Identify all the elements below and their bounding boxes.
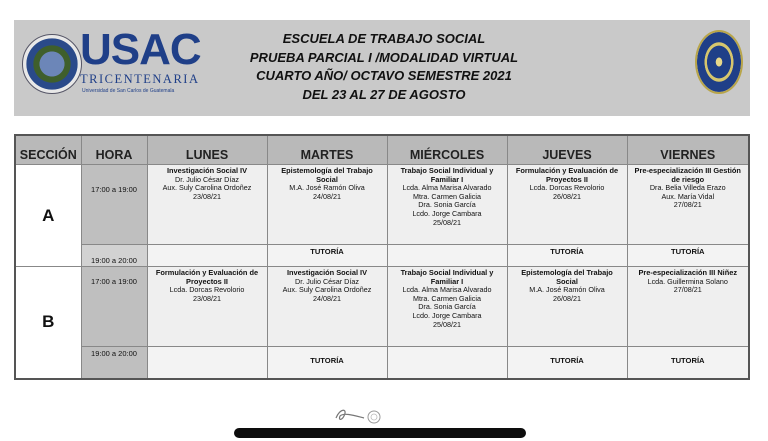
table-row bbox=[15, 347, 749, 379]
title-line: PRUEBA PARCIAL I /MODALIDAD VIRTUAL bbox=[249, 49, 519, 65]
course-line: Mtra. Carmen Galicia bbox=[413, 293, 481, 303]
course-title: Epistemología del Trabajo Social bbox=[521, 268, 613, 286]
course-line: Lcdo. Jorge Cambara bbox=[412, 310, 482, 320]
tutoria-label: TUTORÍA bbox=[550, 247, 584, 256]
column-header: JUEVES bbox=[507, 135, 627, 165]
column-header: VIERNES bbox=[627, 135, 749, 165]
hour-cell bbox=[81, 165, 147, 245]
course-cell bbox=[147, 267, 267, 347]
section-label: B bbox=[15, 267, 81, 379]
column-header: MIÉRCOLES bbox=[387, 135, 507, 165]
hour-text: 19:00 a 20:00 bbox=[91, 256, 137, 265]
tutoria-cell bbox=[627, 347, 749, 379]
tutoria-cell bbox=[627, 245, 749, 267]
hour-text: 17:00 a 19:00 bbox=[91, 277, 137, 286]
course-line: Aux. Suly Carolina Ordoñez bbox=[162, 183, 252, 193]
signature-mark bbox=[330, 404, 390, 428]
column-header: LUNES bbox=[147, 135, 267, 165]
course-line: Mtra. Carmen Galicia bbox=[413, 191, 481, 201]
course-cell bbox=[627, 165, 749, 245]
course-cell bbox=[387, 267, 507, 347]
table-row bbox=[15, 165, 749, 245]
course-title: Pre-especialización III Niñez bbox=[638, 268, 738, 277]
course-line: M.A. José Ramón Oliva bbox=[289, 183, 365, 193]
course-title: Formulación y Evaluación de Proyectos II bbox=[515, 166, 619, 184]
course-line: Dra. Sonia García bbox=[418, 302, 476, 312]
document-header bbox=[14, 20, 750, 116]
document-title bbox=[234, 30, 534, 104]
tutoria-cell bbox=[267, 347, 387, 379]
course-date: 27/08/21 bbox=[673, 285, 702, 295]
course-line: M.A. José Ramón Oliva bbox=[529, 285, 605, 295]
course-cell bbox=[147, 165, 267, 245]
tutoria-label: TUTORÍA bbox=[670, 356, 705, 365]
course-date: 23/08/21 bbox=[193, 191, 221, 201]
table-row bbox=[15, 267, 749, 347]
course-title: Epistemología del Trabajo Social bbox=[281, 166, 373, 184]
course-cell bbox=[627, 267, 749, 347]
course-date: 24/08/21 bbox=[313, 293, 341, 303]
column-header: HORA bbox=[81, 135, 147, 165]
tutoria-label: TUTORÍA bbox=[670, 247, 705, 256]
course-date: 26/08/21 bbox=[553, 293, 581, 303]
home-indicator[interactable] bbox=[234, 428, 526, 438]
title-line: DEL 23 AL 27 DE AGOSTO bbox=[302, 86, 466, 102]
course-date: 26/08/21 bbox=[553, 191, 581, 201]
tutoria-label: TUTORÍA bbox=[310, 247, 344, 256]
usac-logo bbox=[22, 26, 202, 106]
course-line: Dra. Sonia García bbox=[418, 200, 476, 210]
tutoria-cell bbox=[387, 347, 507, 379]
course-line: Lcda. Dorcas Revolorio bbox=[529, 183, 605, 193]
table-header-row bbox=[15, 135, 749, 165]
hour-cell bbox=[81, 347, 147, 379]
course-title: Trabajo Social Individual y Familiar I bbox=[400, 166, 494, 184]
tutoria-label: TUTORÍA bbox=[310, 356, 344, 365]
course-line: Aux. Suly Carolina Ordoñez bbox=[282, 285, 372, 295]
hour-cell bbox=[81, 245, 147, 267]
hour-text: 17:00 a 19:00 bbox=[91, 185, 137, 194]
course-line: Lcda. Alma Marisa Alvarado bbox=[402, 285, 492, 295]
schedule-table bbox=[14, 134, 750, 380]
course-cell bbox=[267, 267, 387, 347]
course-line: Lcda. Alma Marisa Alvarado bbox=[402, 183, 492, 193]
title-line: ESCUELA DE TRABAJO SOCIAL bbox=[282, 31, 486, 46]
course-cell bbox=[267, 165, 387, 245]
course-title: Pre-especialización III Gestión de riesgo bbox=[634, 166, 741, 184]
tutoria-cell bbox=[147, 347, 267, 379]
course-date: 23/08/21 bbox=[193, 293, 221, 303]
tutoria-cell bbox=[507, 347, 627, 379]
course-cell bbox=[507, 165, 627, 245]
school-seal-icon bbox=[695, 30, 743, 94]
course-title: Trabajo Social Individual y Familiar I bbox=[400, 268, 494, 286]
course-title: Investigación Social IV bbox=[286, 268, 368, 277]
column-header: MARTES bbox=[267, 135, 387, 165]
course-line: Dra. Belia Villeda Erazo bbox=[649, 183, 726, 193]
hour-cell bbox=[81, 267, 147, 347]
course-line: Dr. Julio César Díaz bbox=[175, 174, 239, 184]
course-line: Lcda. Dorcas Revolorio bbox=[169, 285, 245, 295]
usac-logo-subtitle: TRICENTENARIA bbox=[80, 72, 200, 86]
course-line: Lcda. Guillermina Solano bbox=[647, 276, 728, 286]
course-line: Lcdo. Jorge Cambara bbox=[412, 208, 482, 218]
tutoria-cell bbox=[507, 245, 627, 267]
course-date: 27/08/21 bbox=[673, 200, 702, 210]
section-label: A bbox=[15, 165, 81, 267]
course-line: Dr. Julio César Díaz bbox=[295, 276, 359, 286]
tutoria-cell bbox=[387, 245, 507, 267]
hour-text: 19:00 a 20:00 bbox=[91, 349, 137, 358]
table-row bbox=[15, 245, 749, 267]
tutoria-cell bbox=[267, 245, 387, 267]
course-title: Formulación y Evaluación de Proyectos II bbox=[155, 268, 259, 286]
course-date: 24/08/21 bbox=[313, 191, 341, 201]
column-header: SECCIÓN bbox=[15, 135, 81, 165]
course-title: Investigación Social IV bbox=[166, 166, 248, 175]
course-cell bbox=[507, 267, 627, 347]
tutoria-cell bbox=[147, 245, 267, 267]
usac-logo-text: USAC bbox=[80, 25, 201, 74]
usac-seal-icon bbox=[22, 34, 82, 94]
title-line: CUARTO AÑO/ OCTAVO SEMESTRE 2021 bbox=[256, 68, 512, 83]
course-date: 25/08/21 bbox=[433, 319, 461, 329]
course-line: Aux. María Vidal bbox=[661, 191, 715, 201]
usac-logo-caption: Universidad de San Carlos de Guatemala bbox=[82, 88, 175, 94]
course-date: 25/08/21 bbox=[433, 217, 461, 227]
course-cell bbox=[387, 165, 507, 245]
tutoria-label: TUTORÍA bbox=[550, 356, 584, 365]
